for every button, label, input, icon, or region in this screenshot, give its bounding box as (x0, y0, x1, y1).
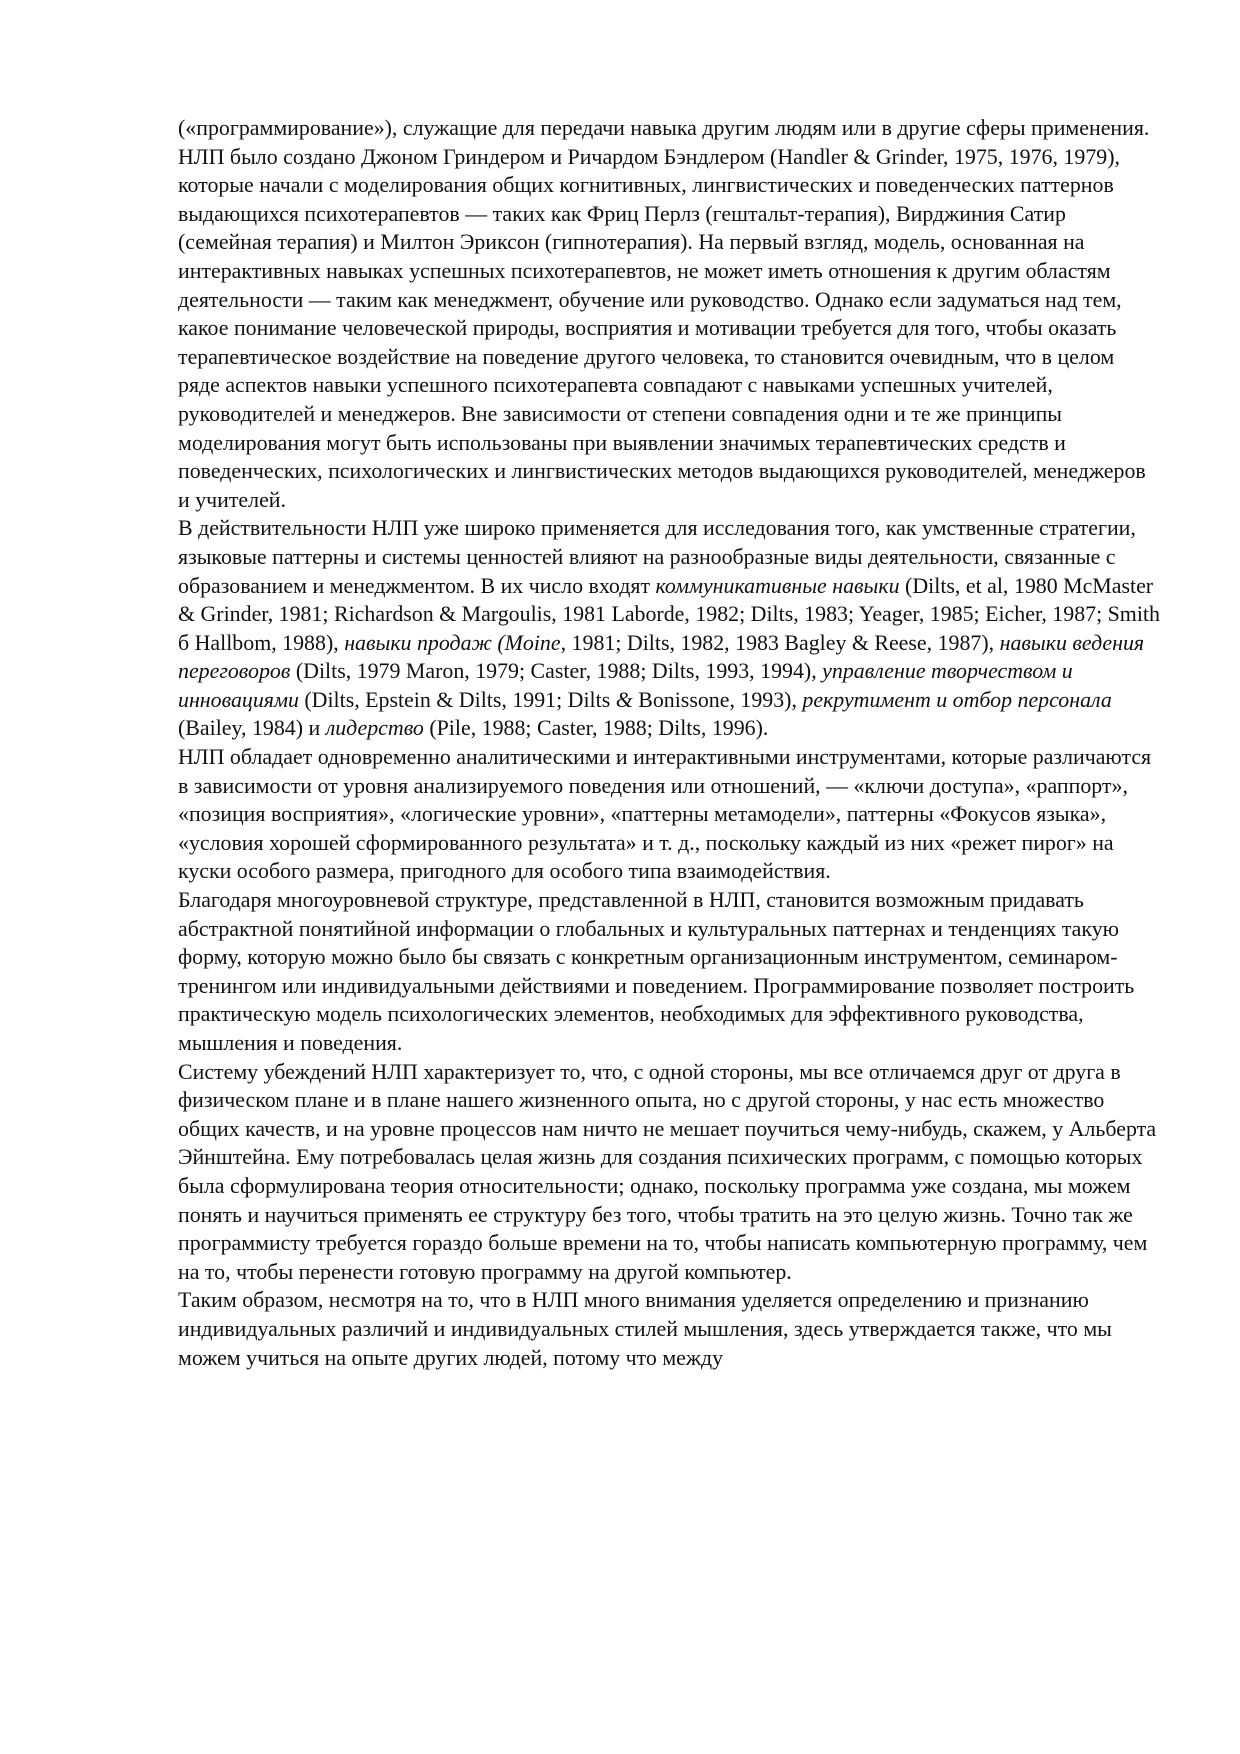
italic-term: & (615, 686, 633, 712)
text-run: (Dilts, Epstein & Dilts, 1991; Dilts (298, 686, 616, 712)
text-run: НЛП было создано Джоном Гриндером и Ричардом Бэндлером (Handler & Grinder, 1975, 1976, 1979), которые начали с моделирования общих когнитивных, лингвистических и поведенческих паттернов выдающихся психотерапевтов — таких как Фриц Перлз (гештальт-терапия), Вирджиния Сатир (семейная терапия) и Милтон Эриксон (гипнотерапия). На первый взгляд, модель, основанная на интерактивных навыках успешных психотерапевтов, не может иметь отношения к другим областям деятельности — таким как менеджмент, обучение или руководство. Однако если задуматься над тем, какое понимание человеческой природы, восприятия и мотивации требуется для того, чтобы оказать терапевтическое воздействие на поведение другого человека, то становится очевидным, что в целом ряде аспектов навыки успешного психотерапевта совпадают с навыками успешных учителей, руководителей и менеджеров. Вне зависимости от степени совпадения одни и те же принципы моделирования могут быть использованы при выявлении значимых терапевтических средств и поведенческих, психологических и лингвистических методов выдающихся руководителей, менеджеров и учителей. (178, 143, 1146, 512)
text-run: (Pile, 1988; Caster, 1988; Dilts, 1996). (423, 715, 769, 741)
text-run: 1981; Dilts, 1982, 1983 Bagley & Reese, 1987), (566, 629, 1000, 655)
italic-term: рекрутимент и отбор персонала (802, 686, 1112, 712)
text-run: В действительности НЛП уже широко применяется для исследования того, как умственные стратегии, языковые паттерны и системы ценностей влияют на разнообразные виды деятельности, связанные с образованием и менеджментом. В их число входят (178, 515, 1136, 598)
paragraph-nlp-tools (178, 743, 1160, 886)
text-run: (Dilts, et al, 1980 McMaster & Grinder, 1981; Richardson & Margoulis, 1981 Laborde, 1982; Dilts, 1983; Yeager, 1985; Eicher, 1987; Smith б Hallbom, 1988), (178, 572, 1160, 655)
paragraph-nlp-origin (178, 143, 1160, 515)
document-page (178, 114, 1160, 1372)
paragraph-belief-system (178, 1058, 1160, 1287)
paragraph-multilevel-structure (178, 886, 1160, 1058)
paragraph-nlp-applications (178, 514, 1160, 743)
text-run: («программирование»), служащие для передачи навыка другим людям или в другие сферы применения. (178, 115, 1150, 140)
italic-term: навыки продаж (Moine, (344, 629, 567, 655)
paragraph-programming-transfer (178, 114, 1160, 143)
text-run: (Dilts, 1979 Maron, 1979; Caster, 1988; Dilts, 1993, 1994), (290, 658, 823, 684)
text-run: Систему убеждений НЛП характеризует то, что, с одной стороны, мы все отличаемся друг от друга в физическом плане и в плане нашего жизненного опыта, но с другой стороны, у нас есть множество общих качеств, и на уровне процессов нам ничто не мешает поучиться чему-нибудь, скажем, у Альберта Эйнштейна. Ему потребовалась целая жизнь для создания психических программ, с помощью которых была сформулирована теория относительности; однако, поскольку программа уже создана, мы можем понять и научиться применять ее структуру без того, чтобы тратить на это целую жизнь. Точно так же программисту требуется гораздо больше времени на то, чтобы написать компьютерную программу, чем на то, чтобы перенести готовую программу на другой компьютер. (178, 1058, 1157, 1284)
text-run: Bonissone, 1993), (632, 686, 803, 712)
paragraph-conclusion (178, 1286, 1160, 1372)
text-run: Благодаря многоуровневой структуре, представленной в НЛП, становится возможным придавать абстрактной понятийной информации о глобальных и культуральных паттернах и тенденциях такую форму, которую можно было бы связать с конкретным организационным инструментом, семинаром-тренингом или индивидуальными действиями и поведением. Программирование позволяет построить практическую модель психологических элементов, необходимых для эффективного руководства, мышления и поведения. (178, 887, 1135, 1055)
text-run: (Bailey, 1984) и (178, 715, 326, 741)
italic-term: коммуникативные навыки (655, 572, 900, 598)
italic-term: навыки ведения переговоров (178, 629, 1145, 684)
text-run: Таким образом, несмотря на то, что в НЛП много внимания уделяется определению и признанию индивидуальных различий и индивидуальных стилей мышления, здесь утверждается также, что мы можем учиться на опыте других людей, потому что между (178, 1287, 1112, 1370)
italic-term: управление творчеством и инновациями (178, 658, 1073, 712)
italic-term: лидерство (325, 715, 424, 741)
text-run: НЛП обладает одновременно аналитическими и интерактивными инструментами, которые различаются в зависимости от уровня анализируемого поведения или отношений, — «ключи доступа», «раппорт», «позиция восприятия», «логические уровни», «паттерны метамодели», паттерны «Фокусов языка», «условия хорошей сформированного результата» и т. д., поскольку каждый из них «режет пирог» на куски особого размера, пригодного для особого типа взаимодействия. (178, 744, 1152, 884)
